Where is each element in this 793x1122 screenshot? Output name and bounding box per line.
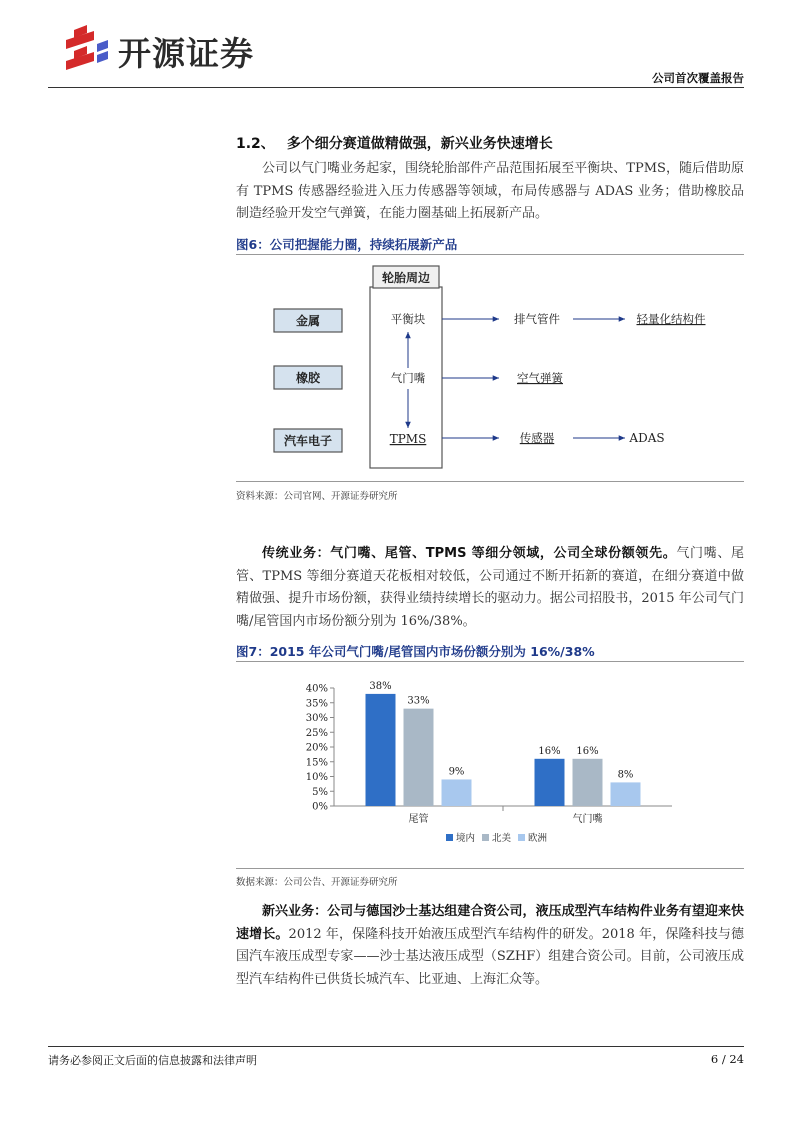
y-tick-label: 40% xyxy=(305,683,328,695)
mid-item-sensor: 传感器 xyxy=(519,431,555,445)
section-heading xyxy=(236,133,553,153)
figure6-bottom-rule xyxy=(236,481,744,482)
section-number: 1.2、 xyxy=(236,136,275,152)
left-box-electronics-label: 汽车电子 xyxy=(283,434,333,448)
bar-value-label: 8% xyxy=(617,769,634,781)
emerging-body: 2012 年，保隆科技开始液压成型汽车结构件的研发。2018 年，保隆科技与德国汽车液压成型专家——沙士基达液压成型（SZHF）组建合资公司。目前，公司液压成型汽车结构件已供货长城汽车、比亚迪、上海汇众等。 xyxy=(236,926,744,987)
figure7-source: 数据来源：公司公告、开源证券研究所 xyxy=(236,877,398,888)
traditional-lead: 传统业务：气门嘴、尾管、TPMS 等细分领域，公司全球份额领先。 xyxy=(262,546,677,561)
footer-rule xyxy=(48,1046,744,1047)
figure6-top-rule xyxy=(236,254,744,255)
y-tick-label: 15% xyxy=(305,757,328,769)
legend-label: 北美 xyxy=(492,833,512,844)
right-item-lightweight: 轻量化结构件 xyxy=(636,312,706,326)
y-tick-label: 5% xyxy=(312,786,328,798)
emerging-paragraph xyxy=(236,901,744,991)
intro-paragraph: 公司以气门嘴业务起家，围绕轮胎部件产品范围拓展至平衡块、TPMS，随后借助原有 TPMS 传感器经验进入压力传感器等领域，布局传感器与 ADAS 业务；借助橡胶品制造经验开发空气弹簧，在能力圈基础上拓展新产品。 xyxy=(236,161,744,222)
figure6-title: 图6：公司把握能力圈，持续拓展新产品 xyxy=(236,237,458,252)
section-title: 多个细分赛道做精做强，新兴业务快速增长 xyxy=(286,136,553,152)
page-number: 6 / 24 xyxy=(710,1052,744,1066)
footer-disclaimer: 请务必参阅正文后面的信息披露和法律声明 xyxy=(48,1054,257,1067)
y-tick-label: 20% xyxy=(305,742,328,754)
brand-name: 开源证券 xyxy=(118,34,254,73)
bar-value-label: 9% xyxy=(448,766,465,778)
legend-label: 欧洲 xyxy=(528,833,548,844)
y-tick-label: 10% xyxy=(305,772,328,783)
x-category-label: 气门嘴 xyxy=(572,814,603,825)
left-box-metal-label: 金属 xyxy=(295,314,321,328)
bar-value-label: 16% xyxy=(576,745,599,757)
bar-value-label: 38% xyxy=(369,680,392,692)
traditional-paragraph xyxy=(236,543,744,633)
figure6-source: 资料来源：公司官网、开源证券研究所 xyxy=(236,491,398,502)
bar-北美-尾管 xyxy=(404,709,434,806)
logo-mark-icon xyxy=(60,24,120,70)
header-rule xyxy=(48,87,744,88)
legend-swatch-欧洲 xyxy=(518,834,525,841)
figure7-title: 图7：2015 年公司气门嘴/尾管国内市场份额分别为 16%/38% xyxy=(236,644,595,659)
bar-value-label: 33% xyxy=(407,695,430,707)
bar-境内-尾管 xyxy=(366,694,396,806)
emerging-lead: 新兴业务：公司与德国沙士基达组建合资公司，液压成型汽车结构件业务有望迎来快速增长。 xyxy=(236,904,744,942)
legend-swatch-北美 xyxy=(482,834,489,841)
x-category-label: 尾管 xyxy=(408,814,429,825)
report-type: 公司首次覆盖报告 xyxy=(652,71,744,85)
bar-欧洲-尾管 xyxy=(442,779,472,806)
group-label: 轮胎周边 xyxy=(381,271,431,285)
y-tick-label: 0% xyxy=(312,801,328,813)
capability-diagram xyxy=(236,256,744,480)
traditional-body: 气门嘴、尾管、TPMS 等细分赛道天花板相对较低，公司通过不断开拓新的赛道，在细分赛道中做精做强、提升市场份额，获得业绩持续增长的驱动力。据公司招股书，2015 年公司气门嘴/尾管国内市场份额分别为 16%/38%。 xyxy=(236,546,744,629)
y-tick-label: 35% xyxy=(305,698,328,710)
inner-item-balance: 平衡块 xyxy=(390,312,426,326)
y-tick-label: 25% xyxy=(305,727,328,739)
brand-logo xyxy=(60,24,120,70)
mid-item-exhaust: 排气管件 xyxy=(514,312,560,326)
bar-境内-气门嘴 xyxy=(535,759,565,806)
bar-value-label: 16% xyxy=(538,745,561,757)
inner-item-valve: 气门嘴 xyxy=(390,371,426,385)
legend-swatch-境内 xyxy=(446,834,453,841)
right-item-adas: ADAS xyxy=(629,431,665,445)
bar-欧洲-气门嘴 xyxy=(611,782,641,806)
inner-item-tpms: TPMS xyxy=(389,432,427,446)
mid-item-airspring: 空气弹簧 xyxy=(517,371,563,385)
legend-label: 境内 xyxy=(456,833,476,844)
left-box-rubber-label: 橡胶 xyxy=(295,371,321,385)
figure7-top-rule xyxy=(236,661,744,662)
y-tick-label: 30% xyxy=(305,713,328,724)
figure7-bottom-rule xyxy=(236,868,744,869)
market-share-chart xyxy=(236,665,744,865)
bar-北美-气门嘴 xyxy=(573,759,603,806)
